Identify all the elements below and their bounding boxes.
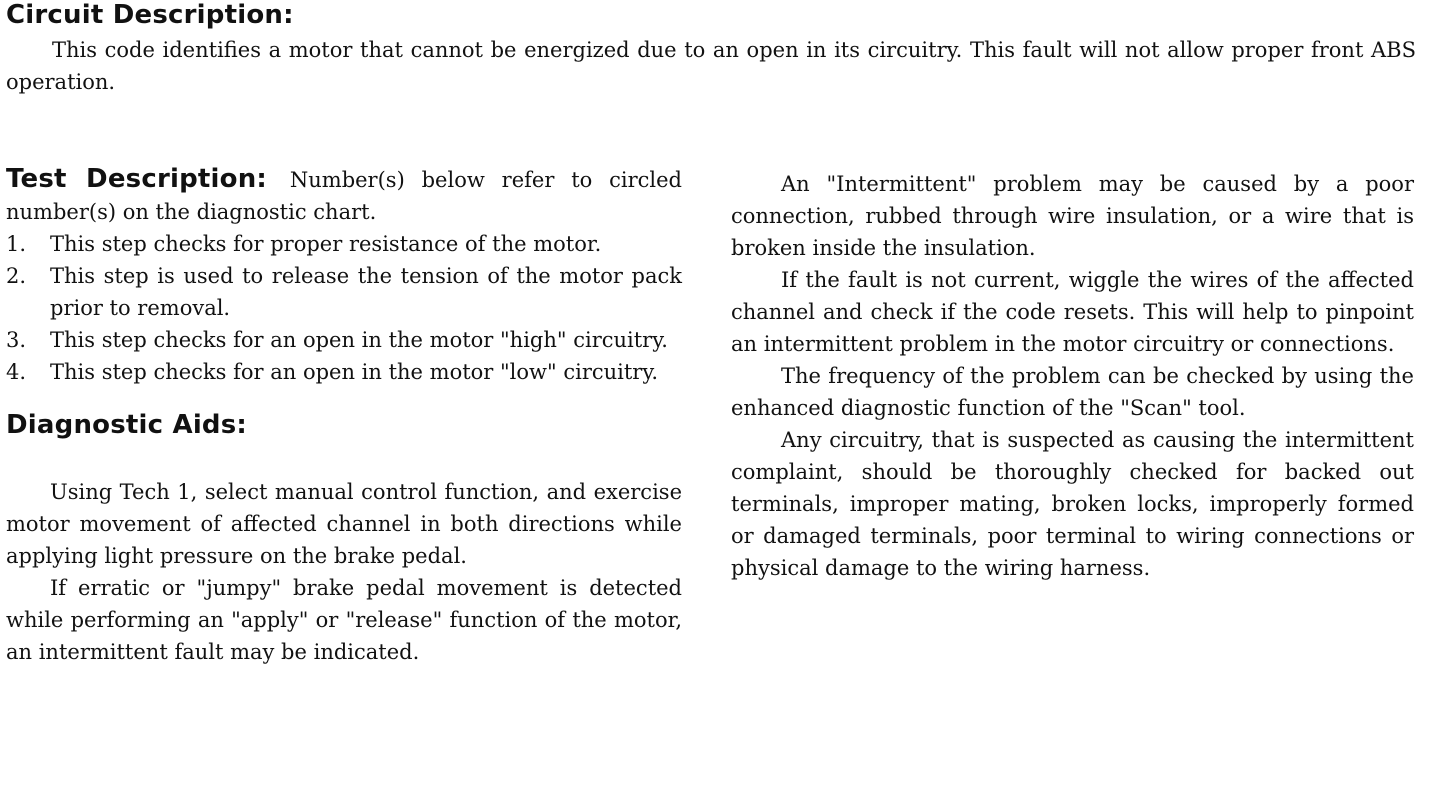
- circuit-description-section: [6, 0, 1416, 98]
- right-column: [731, 168, 1414, 584]
- diagnostic-aids-paragraph-1: Using Tech 1, select manual control function, and exercise motor movement of affected channel in both directions while applying light pressure on the brake pedal.: [6, 480, 682, 568]
- test-step-4: [6, 356, 682, 388]
- test-description-heading: Test Description:: [6, 164, 268, 194]
- diagnostic-aids-paragraph-2: If erratic or "jumpy" brake pedal movement is detected while performing an "apply" or "release" function of the motor, an intermittent fault may be indicated.: [6, 576, 682, 664]
- test-description-intro-block: [6, 164, 682, 228]
- test-steps-list: [6, 228, 682, 388]
- test-description-intro: Number(s) below refer to circled number(s) on the diagnostic chart.: [6, 168, 682, 224]
- circuit-description-text: This code identifies a motor that cannot be energized due to an open in its circuitry. This fault will not allow proper front ABS operation.: [6, 38, 1416, 94]
- left-column: [6, 164, 682, 668]
- right-paragraph-2: If the fault is not current, wiggle the wires of the affected channel and check if the code resets. This will help to pinpoint an intermittent problem in the motor circuitry or connections.: [731, 268, 1414, 356]
- test-step-1: [6, 228, 682, 260]
- test-step-number: 1.: [6, 232, 27, 256]
- test-step-number: 2.: [6, 264, 27, 288]
- test-step-2: [6, 260, 682, 324]
- test-step-text: This step is used to release the tension of the motor pack prior to removal.: [50, 264, 682, 320]
- circuit-description-heading: Circuit Description:: [6, 0, 294, 30]
- test-step-text: This step checks for an open in the motor "low" circuitry.: [50, 360, 659, 384]
- right-paragraph-3: The frequency of the problem can be checked by using the enhanced diagnostic function of the "Scan" tool.: [731, 364, 1414, 420]
- right-paragraph-4: Any circuitry, that is suspected as causing the intermittent complaint, should be thoroughly checked for backed out terminals, improper mating, broken locks, improperly formed or damaged terminals, poor terminal to wiring connections or physical damage to the wiring harness.: [731, 428, 1414, 580]
- test-step-text: This step checks for proper resistance of the motor.: [50, 232, 602, 256]
- diagnostic-aids-heading: Diagnostic Aids:: [6, 410, 248, 440]
- test-step-number: 3.: [6, 328, 27, 352]
- test-step-3: [6, 324, 682, 356]
- test-step-number: 4.: [6, 360, 27, 384]
- test-step-text: This step checks for an open in the motor "high" circuitry.: [50, 328, 668, 352]
- right-paragraph-1: An "Intermittent" problem may be caused by a poor connection, rubbed through wire insulation, or a wire that is broken inside the insulation.: [731, 172, 1414, 260]
